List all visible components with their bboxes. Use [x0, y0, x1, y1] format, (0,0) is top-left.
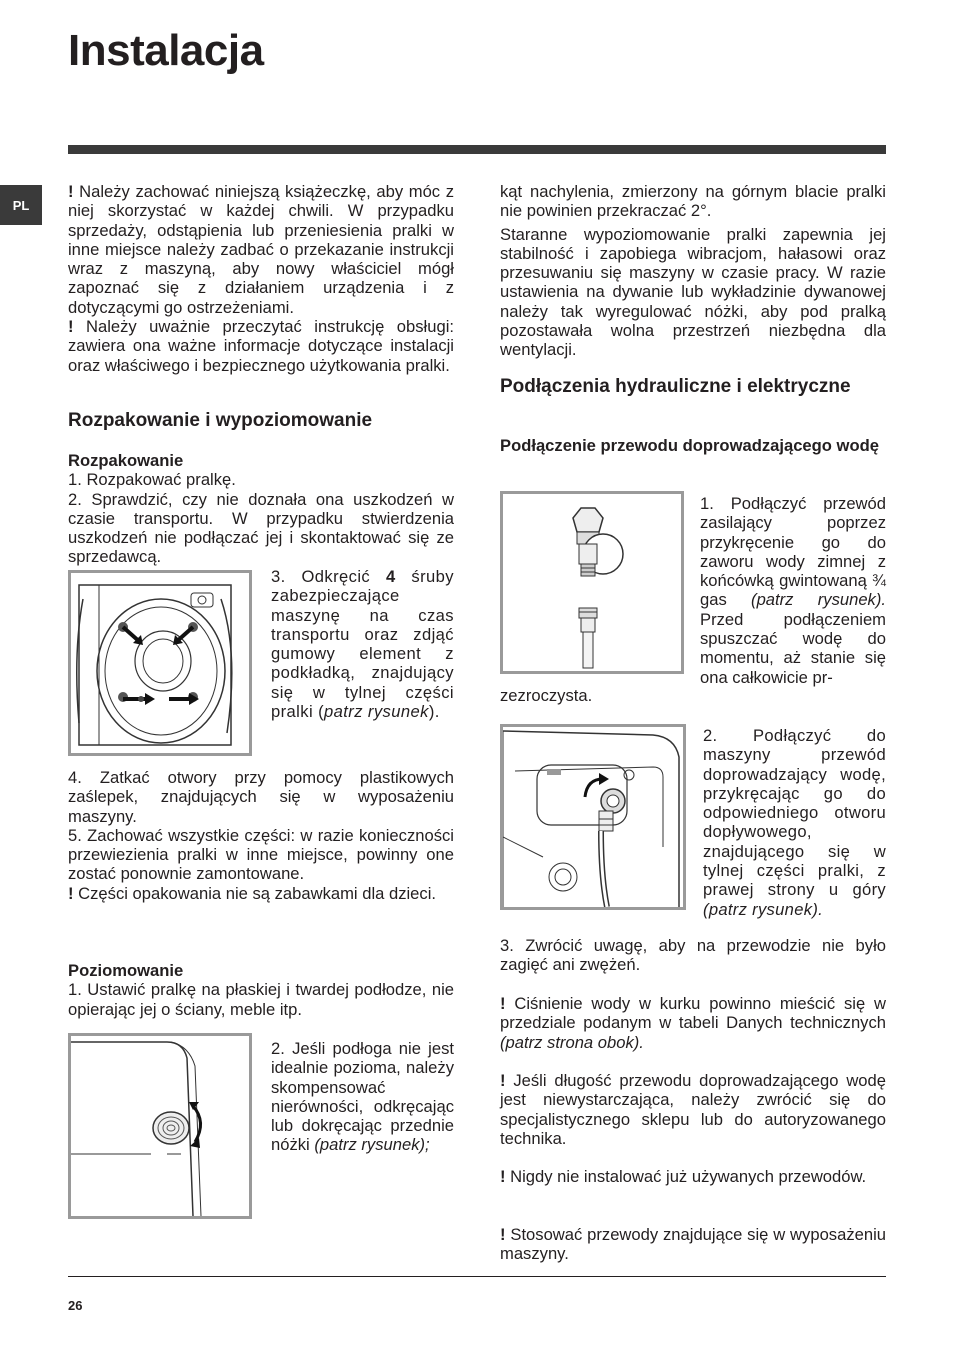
unpack-step-4: 4. Zatkać otwory przy pomocy plastikowych zaślepek, znajdujących się w wyposażeniu maszyny.: [68, 768, 454, 826]
section-title-connections: Podłączenia hydrauliczne i elektryczne: [500, 376, 851, 397]
water-step-1-end: zezroczysta.: [500, 686, 593, 705]
unpack-steps-4-6: [68, 768, 454, 903]
warning-supplied-hoses: ! Stosować przewody znajdujące się w wyposażeniu maszyny.: [500, 1225, 886, 1264]
page-title: Instalacja: [68, 26, 264, 75]
leveling-angle: kąt nachylenia, zmierzony na górnym blacie pralki nie powinien przekraczać 2°.: [500, 182, 886, 221]
warning-mark: !: [68, 317, 74, 337]
warning-mark: !: [68, 883, 74, 903]
figure-leveling-foot: [68, 1033, 252, 1219]
warning-mark: !: [500, 1071, 506, 1090]
figure-water-tap: [500, 491, 684, 674]
leveling-step-2: 2. Jeśli podłoga nie jest idealnie pozioma, należy skompensować nierówności, odkręcając lub dokręcając przednie nóżki (patrz rysunek);: [271, 1039, 454, 1155]
unpack-step-1: 1. Rozpakować pralkę.: [68, 470, 236, 490]
warning-hose-length: ! Jeśli długość przewodu doprowadzającego wodę jest niewystarczająca, należy zwrócić się do specjalistycznego sklepu lub do autoryzowanego technika.: [500, 1071, 886, 1148]
warning-mark: !: [500, 1167, 506, 1186]
leveling-continued: [500, 182, 886, 360]
leveling-step-3: Staranne wypoziomowanie pralki zapewnia jej stabilność i zapobiega wibracjom, hałasowi oraz przesuwaniu się maszyny w czasie pracy. W razie ustawienia na dywanie lub wykładzinie dywanowej należy tak wyregulować nóżki, aby pod pralką pozostawała wolna przestrzeń niezbędna dla wentylacji.: [500, 224, 886, 360]
water-step-1: 1. Podłączyć przewód zasilający poprzez przykręcenie go do zaworu wody zimnej z końcówką gwintowaną ¾ gas (patrz rysunek). Przed podłączeniem spuszczać wodę do momentu, aż stanie się ona całkowicie pr-: [700, 494, 886, 687]
warning-used-hoses: ! Nigdy nie instalować już używanych przewodów.: [500, 1167, 867, 1186]
water-step-2: 2. Podłączyć do maszyny przewód doprowadzający wodę, przykręcając go do odpowiedniego otworu dopływowego, znajdującego się w tylnej części pralki, z prawej strony u góry (patrz rysunek).: [703, 726, 886, 919]
warning-mark: !: [500, 994, 506, 1013]
water-inlet-heading: Podłączenie przewodu doprowadzającego wodę: [500, 436, 879, 455]
unpack-step-2: 2. Sprawdzić, czy nie doznała ona uszkodzeń w czasie transportu. W przypadku stwierdzenia uszkodzeń nie podłączać jej i skontaktować się ze sprzedawcą.: [68, 489, 454, 567]
unpack-step-5: 5. Zachować wszystkie części: w razie konieczności przewiezienia pralki w inne miejsce, powinny one zostać ponownie zamontowane.: [68, 825, 454, 884]
intro-paragraph-2: Należy uważnie przeczytać instrukcję obsługi: zawiera ona ważne informacje dotyczące instalacji oraz właściwego i bezpiecznego użytkowania pralki.: [68, 317, 454, 375]
unpack-step-6: Części opakowania nie są zabawkami dla dzieci.: [73, 883, 437, 903]
page-number: 26: [68, 1298, 83, 1313]
warning-mark: !: [68, 182, 74, 201]
warning-mark: !: [500, 1225, 506, 1244]
leveling-block: [68, 961, 454, 1019]
unpack-block: [68, 451, 454, 567]
intro-paragraph-1: Należy zachować niniejszą książeczkę, aby móc z niej skorzystać w każdej chwili. W przypadku sprzedaży, odstąpienia lub przeniesienia pralki w inne miejsce należy zadbać o przekazanie instrukcji wraz z maszyną, aby nowy właściciel mógł zapoznać się z działaniem urządzenia i z dotyczącymi go ostrzeżeniami.: [68, 182, 454, 317]
intro-text: [68, 182, 454, 375]
section-title-unpacking: Rozpakowanie i wypoziomowanie: [68, 410, 373, 431]
unpack-step-3: 3. Odkręcić 4 śruby zabezpieczające maszynę na czas transportu oraz zdjąć gumowy element z podkładką, znajdujący się w tylnej części pralki (patrz rysunek).: [271, 567, 454, 722]
language-tab: PL: [0, 185, 42, 225]
leveling-step-1: 1. Ustawić pralkę na płaskiej i twardej podłodze, nie opierając jej o ściany, meble itp.: [68, 980, 454, 1019]
warning-pressure: ! Ciśnienie wody w kurku powinno mieścić się w przedziale podanym w tabeli Danych technicznych (patrz strona obok).: [500, 994, 886, 1052]
leveling-heading: Poziomowanie: [68, 961, 184, 980]
unpack-heading: Rozpakowanie: [68, 451, 184, 470]
title-rule: [68, 145, 886, 154]
figure-inlet-connection: [500, 724, 686, 910]
water-step-3: 3. Zwrócić uwagę, aby na przewodzie nie było zagięć ani zwężeń.: [500, 936, 886, 975]
footer-rule: [68, 1276, 886, 1277]
figure-back-panel: [68, 570, 252, 756]
